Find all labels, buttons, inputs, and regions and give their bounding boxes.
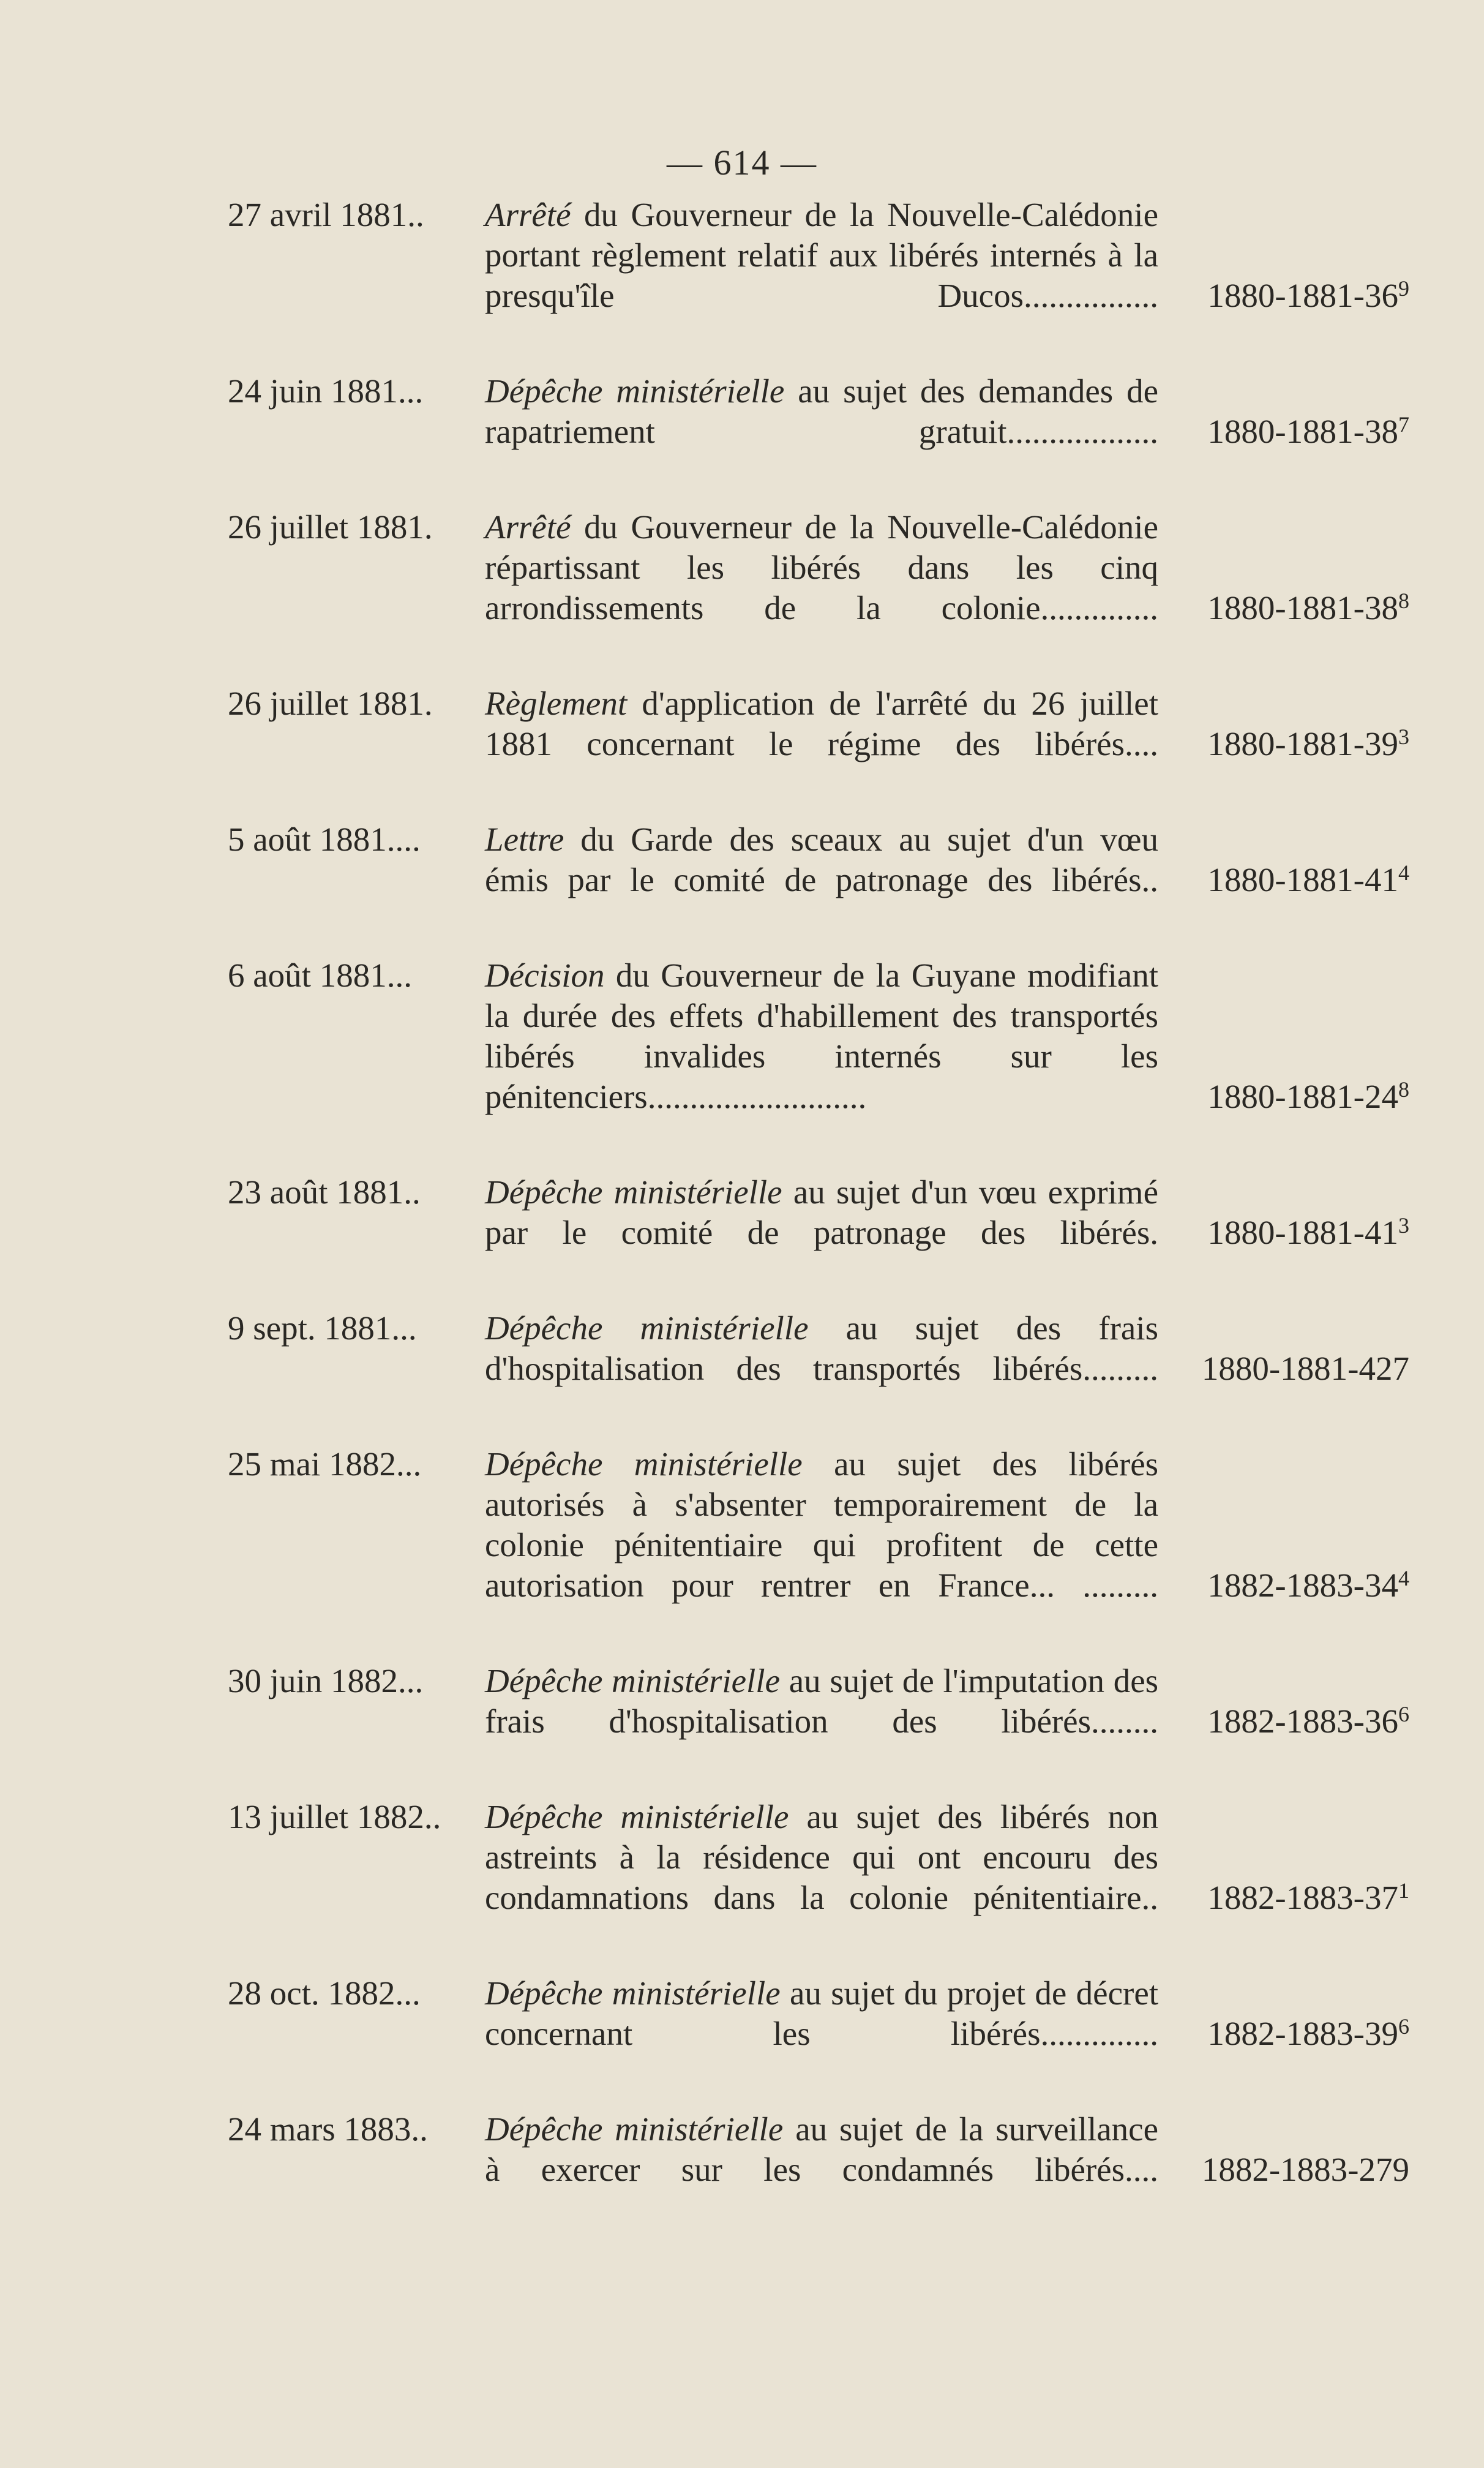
entry-reference [1158, 852, 1409, 900]
entry-reference [1158, 1069, 1409, 1117]
list-item [228, 683, 1409, 764]
entry-description [485, 1797, 1158, 1918]
entry-date: 24 juin 1881... [228, 372, 424, 410]
entry-title: Dépêche ministérielle [485, 1173, 782, 1211]
entry-reference [1158, 717, 1409, 764]
entry-reference [1158, 1205, 1409, 1253]
entry-ref-sup: 6 [1398, 1702, 1409, 1726]
entry-ref: 1882-1883-34 [1207, 1567, 1398, 1604]
entry-text: du Garde des sceaux au sujet d'un vœu émis par le comité de patronage des libérés.. [485, 821, 1159, 898]
list-item [228, 507, 1409, 628]
list-item [228, 1661, 1409, 1742]
list-item [228, 1444, 1409, 1606]
entry-date: 9 sept. 1881... [228, 1309, 417, 1347]
entry-reference [1158, 1870, 1409, 1918]
entry-ref: 1880-1881-36 [1207, 277, 1398, 314]
entry-date: 5 août 1881.... [228, 821, 421, 858]
entry-reference [1158, 1694, 1409, 1742]
entry-date: 30 juin 1882... [228, 1662, 424, 1699]
entry-description [485, 2109, 1158, 2190]
entry-text: du Gouverneur de la Nouvelle-Calédonie portant règlement relatif aux libérés internés à la presqu'île Ducos................ [485, 196, 1158, 314]
entry-description [485, 1661, 1158, 1742]
entry-ref: 1880-1881-39 [1207, 725, 1398, 762]
entry-description [485, 1444, 1158, 1606]
entry-title: Dépêche ministérielle [485, 1662, 781, 1699]
entry-title: Dépêche ministérielle [485, 1974, 781, 2012]
entry-ref: 1880-1881-41 [1207, 861, 1398, 898]
entry-ref: 1882-1883-279 [1201, 2151, 1409, 2188]
entry-text: au sujet de l'imputation des frais d'hospitalisation des libérés........ [485, 1662, 1159, 1740]
entry-reference [1158, 268, 1409, 316]
entry-date: 24 mars 1883.. [228, 2110, 428, 2148]
entry-reference [1158, 2142, 1409, 2190]
entry-ref: 1882-1883-39 [1207, 2015, 1398, 2052]
entry-description [485, 683, 1158, 764]
entry-ref: 1880-1881-38 [1207, 589, 1398, 626]
entry-description [485, 195, 1158, 316]
entry-date: 6 août 1881... [228, 957, 412, 994]
entry-reference [1158, 1558, 1409, 1606]
entry-description [485, 1973, 1158, 2054]
entry-reference [1158, 581, 1409, 628]
entry-date: 26 juillet 1881. [228, 508, 433, 546]
entry-description [485, 371, 1158, 452]
entry-reference [1158, 1341, 1409, 1389]
entry-description [485, 1172, 1158, 1253]
entry-description [485, 819, 1158, 900]
entry-title: Dépêche ministérielle [485, 1309, 809, 1347]
entry-reference [1158, 404, 1409, 452]
entry-title: Dépêche ministérielle [485, 1445, 803, 1483]
entry-text: au sujet des demandes de rapatriement gratuit.................. [485, 372, 1159, 450]
entry-title: Dépêche ministérielle [485, 372, 785, 410]
entry-text: au sujet d'un vœu exprimé par le comité de patronage des libérés. [485, 1173, 1159, 1251]
list-item [228, 1797, 1409, 1918]
entry-date: 26 juillet 1881. [228, 685, 433, 722]
entry-ref-sup: 3 [1398, 1213, 1409, 1238]
entry-ref-sup: 4 [1398, 860, 1409, 885]
list-item [228, 819, 1409, 900]
list-item [228, 371, 1409, 452]
entry-ref-sup: 6 [1398, 2014, 1409, 2039]
entry-ref: 1882-1883-37 [1207, 1879, 1398, 1916]
entry-text: d'application de l'arrêté du 26 juillet 1881 concernant le régime des libérés.... [485, 685, 1158, 762]
entry-ref-sup: 3 [1398, 724, 1409, 749]
entry-ref-sup: 7 [1398, 412, 1409, 437]
entry-date: 13 juillet 1882.. [228, 1798, 441, 1835]
entry-ref-sup: 8 [1398, 1077, 1409, 1102]
entry-text: au sujet de la surveillance à exercer sur les condamnés libérés.... [485, 2110, 1159, 2188]
entry-ref: 1880-1881-38 [1207, 413, 1398, 450]
entry-ref-sup: 8 [1398, 589, 1409, 613]
entry-text: au sujet des libérés autorisés à s'absenter temporairement de la colonie pénitentiaire qui profitent de cette autorisation pour rentrer en France... ......... [485, 1445, 1159, 1604]
entry-ref-sup: 9 [1398, 276, 1409, 301]
entry-title: Arrêté [485, 508, 571, 546]
page-number: — 614 — [667, 143, 817, 182]
entry-description [485, 955, 1158, 1117]
list-item [228, 1308, 1409, 1389]
list-item [228, 1973, 1409, 2054]
list-item [228, 1172, 1409, 1253]
entry-reference [1158, 2006, 1409, 2054]
entry-description [485, 507, 1158, 628]
entry-title: Décision [485, 957, 605, 994]
list-item [228, 955, 1409, 1117]
entry-ref: 1880-1881-24 [1207, 1078, 1398, 1115]
list-item [228, 2109, 1409, 2190]
entry-text: au sujet du projet de décret concernant les libérés.............. [485, 1974, 1159, 2052]
list-item [228, 195, 1409, 316]
entry-description [485, 1308, 1158, 1389]
entry-title: Dépêche ministérielle [485, 2110, 784, 2148]
entry-text: du Gouverneur de la Nouvelle-Calédonie répartissant les libérés dans les cinq arrondissements de la colonie.............. [485, 508, 1158, 626]
entry-text: du Gouverneur de la Guyane modifiant la durée des effets d'habillement des transportés libérés invalides internés sur les pénitenciers.......................... [485, 957, 1159, 1115]
entry-text: au sujet des libérés non astreints à la résidence qui ont encouru des condamnations dans la colonie pénitentiaire.. [485, 1798, 1158, 1916]
entry-ref-sup: 1 [1398, 1878, 1409, 1903]
entry-date: 28 oct. 1882... [228, 1974, 421, 2012]
entry-ref: 1880-1881-427 [1201, 1350, 1409, 1387]
entry-ref: 1880-1881-41 [1207, 1214, 1398, 1251]
entry-date: 25 mai 1882... [228, 1445, 422, 1483]
entry-date: 27 avril 1881.. [228, 196, 424, 233]
entry-title: Lettre [485, 821, 564, 858]
entry-title: Règlement [485, 685, 628, 722]
chronological-list [228, 195, 1409, 2245]
entry-date: 23 août 1881.. [228, 1173, 421, 1211]
entry-title: Dépêche ministérielle [485, 1798, 789, 1835]
entry-title: Arrêté [485, 196, 571, 233]
entry-text: au sujet des frais d'hospitalisation des transportés libérés......... [485, 1309, 1158, 1387]
entry-ref-sup: 4 [1398, 1566, 1409, 1590]
entry-ref: 1882-1883-36 [1207, 1702, 1398, 1740]
